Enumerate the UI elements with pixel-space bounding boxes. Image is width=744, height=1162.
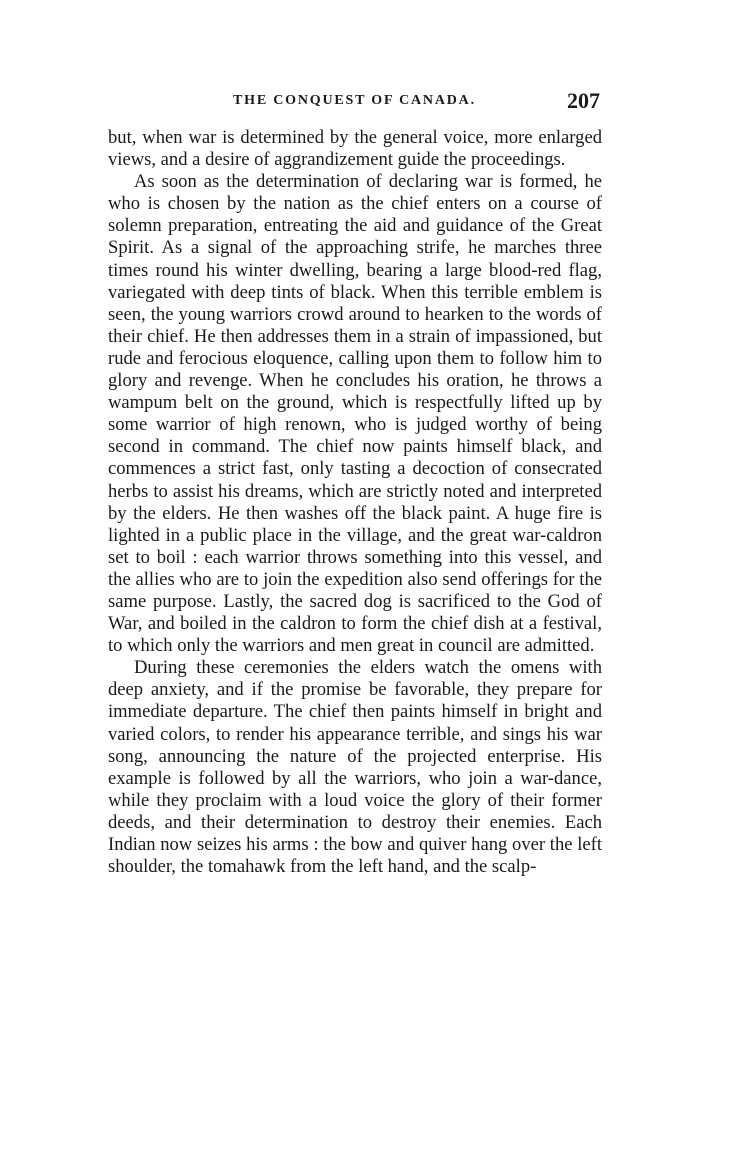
running-title: THE CONQUEST OF CANADA. xyxy=(233,93,476,108)
body-text xyxy=(108,127,602,878)
paragraph-war-preparation: As soon as the determination of declaring war is formed, he who is chosen by the nation as the chief enters on a course of solemn preparation, entreating the aid and guidance of the Great Spirit. As a signal of the approaching strife, he marches three times round his winter dwelling, bearing a large blood-red flag, variegated with deep tints of black. When this terrible emblem is seen, the young warriors crowd around to hearken to the words of their chief. He then addresses them in a strain of impassioned, but rude and ferocious eloquence, calling upon them to follow him to glory and revenge. When he concludes his oration, he throws a wampum belt on the ground, which is respectfully lifted up by some warrior of high renown, who is judged worthy of being second in command. The chief now paints himself black, and commences a strict fast, only tasting a decoction of consecrated herbs to assist his dreams, which are strictly noted and interpreted by the elders. He then washes off the black paint. A huge fire is lighted in a public place in the village, and the great war-caldron set to boil : each warrior throws something into this vessel, and the allies who are to join the expedition also send offerings for the same purpose. Lastly, the sacred dog is sacrificed to the God of War, and boiled in the caldron to form the chief dish at a festival, to which only the warriors and men great in council are admitted. xyxy=(108,171,602,657)
page-number: 207 xyxy=(567,88,600,113)
running-head xyxy=(108,88,602,116)
paragraph-continuation: but, when war is determined by the general voice, more enlarged views, and a desire of aggrandizement guide the proceedings. xyxy=(108,127,602,171)
paragraph-ceremonies: During these ceremonies the elders watch the omens with deep anxiety, and if the promise be favorable, they prepare for immediate departure. The chief then paints himself in bright and varied colors, to render his appearance terrible, and sings his war song, announcing the nature of the projected enterprise. His example is followed by all the warriors, who join a war-dance, while they proclaim with a loud voice the glory of their former deeds, and their determination to destroy their enemies. Each Indian now seizes his arms : the bow and quiver hang over the left shoulder, the tomahawk from the left hand, and the scalp- xyxy=(108,657,602,878)
